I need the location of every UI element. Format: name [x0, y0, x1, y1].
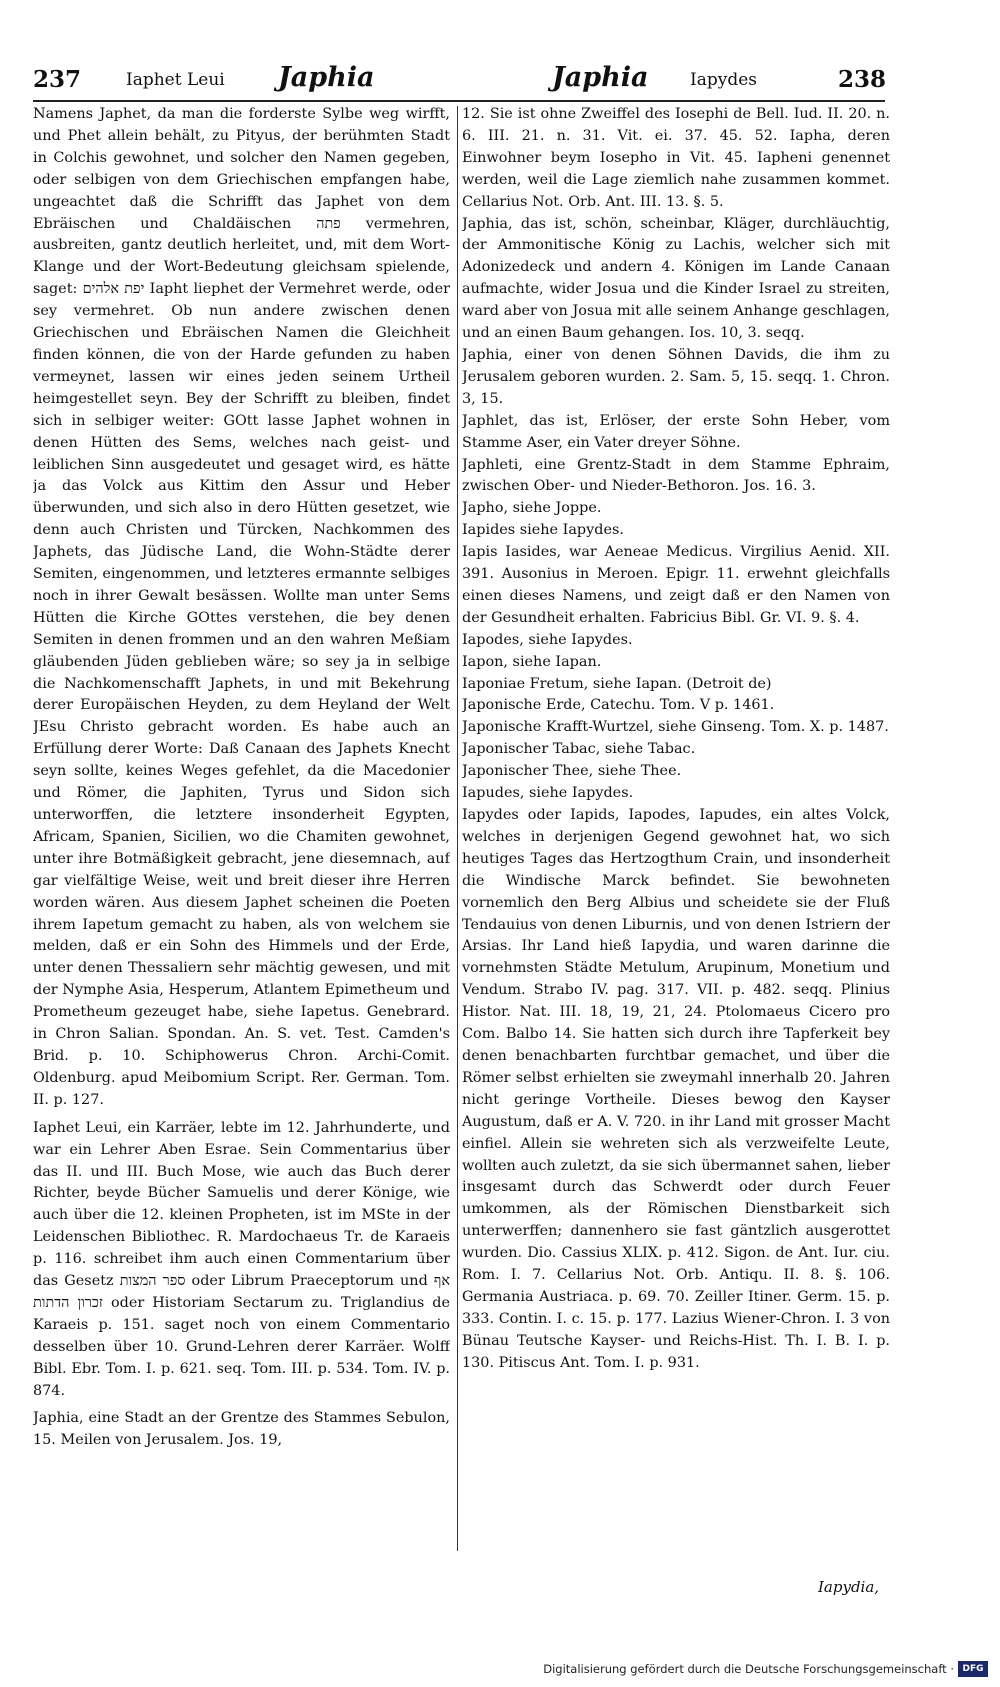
right-catchword: Japhia: [552, 62, 649, 93]
right-page-number: 238: [838, 66, 887, 93]
entry-japhia-koenig: Japhia, das ist, schön, scheinbar, Kläger, durchläuchtig, der Ammonitische König zu Lachis, welcher sich mit Adonizedeck und andern 4. Königen im Lande Canaan aufmachte, wider Josua und die Kinder Israel zu streiten, ward aber von Josua mit alle seinem Anhange geschlagen, und an einen Baum gehangen. Ios. 10, 3. seqq.: [462, 215, 890, 342]
entry-iapydes: Iapydes oder Iapids, Iapodes, Iapudes, ein altes Volck, welches in derjenigen Gegend gewohnet hat, wo sich heutiges Tages das Hertzogthum Crain, und insonderheit die Windische Marck befindet. Sie bewohneten vornemlich den Berg Albius und scheidete sie der Fluß Tendauius von denen Liburnis, und von denen Istriern der Arsias. Ihr Land hieß Iapydia, und waren darinne die vornehmsten Städte Metulum, Arupinum, Monetium und Vendum. Strabo IV. pag. 317. VII. p. 482. seqq. Plinius Histor. Nat. III. 18, 19, 21, 24. Ptolomaeus Cicero pro Com. Balbo 14. Sie hatten sich durch ihre Tapferkeit bey denen benachbarten furchtbar gemachet, und über die Römer selbst erhielten sie zweymahl innerhalb 20. Jahren nicht geringe Vortheile. Dieses bewog den Kayser Augustum, daß er A. V. 720. in ihr Land mit grosser Macht einfiel. Allein sie wehreten sich als verzweifelte Leute, wollten auch zuletzt, da sie sich übermannet sahen, lieber insgesamt durch das Schwerdt oder durch Feuer umkommen, als der Römischen Dienstbarkeit sich unterwerffen; dannenhero sie fast gäntzlich ausgerottet wurden. Dio. Cassius XLIX. p. 412. Sigon. de Ant. Iur. ciu. Rom. I. 7. Cellarius Not. Orb. Antiqu. II. 8. §. 106. Germania Austriaca. p. 69. 70. Zeiller Itiner. Germ. 15. p. 333. Contin. I. c. 15. p. 177. Lazius Wiener-Chron. I. 3 von Bünau Teutsche Kayser- und Reichs-Hist. Th. I. B. I. p. 130. Pitiscus Ant. Tom. I. p. 931.: [462, 807, 890, 1371]
entry-japonischer-thee: Japonischer Thee, siehe Thee.: [462, 763, 682, 780]
header-rule: [33, 100, 885, 102]
entry-japho: Japho, siehe Joppe.: [462, 500, 602, 517]
right-small-catchword: Iapydes: [690, 70, 758, 90]
entry-japonische-erde: Japonische Erde, Catechu. Tom. V p. 1461.: [462, 697, 775, 714]
entry-iaphet-leui: Iaphet Leui, ein Karräer, lebte im 12. Jahrhunderte, und war ein Lehrer Aben Esrae. Sein Commentarius über das II. und III. Buch Mose, wie auch das Buch derer Richter, beyde Bücher Samuelis und derer Könige, wie auch über die 12. kleinen Propheten, ist im MSte in der Leidenschen Bibliothec. R. Mardochaeus Tr. de Karaeis p. 116. schreibet ihm auch einen Commentarium über das Gesetz ספר המצות oder Librum Praeceptorum und אף זכרון הדתות oder Historiam Sectarum zu. Triglandius de Karaeis p. 151. saget noch von einem Commentario desselben über 10. Grund-Lehren derer Karräer. Wolff Bibl. Ebr. Tom. I. p. 621. seq. Tom. III. p. 534. Tom. IV. p. 874.: [33, 1119, 450, 1399]
footer-credit: Digitalisierung gefördert durch die Deutsche Forschungsgemeinschaft ·: [543, 1662, 954, 1676]
entry-japhia-sohn-davids: Japhia, einer von denen Söhnen Davids, die ihm zu Jerusalem geboren wurden. 2. Sam. 5, 15. seqq. 1. Chron. 3, 15.: [462, 346, 890, 407]
entry-japhlet: Japhlet, das ist, Erlöser, der erste Sohn Heber, vom Stamme Aser, ein Vater dreyer Söhne.: [462, 412, 890, 451]
left-catchword: Japhia: [278, 62, 375, 93]
left-column: [33, 104, 450, 1452]
right-column: [462, 104, 890, 1375]
dfg-logo-icon: DFG: [958, 1661, 988, 1677]
entry-iaponiae-fretum: Iaponiae Fretum, siehe Iapan. (Detroit de): [462, 675, 772, 692]
entry-japhia-stadt-continued: 12. Sie ist ohne Zweiffel des Iosephi de Bell. Iud. II. 20. n. 6. III. 21. n. 31. Vit. ei. 37. 45. 52. Iapha, deren Einwohner beym Iosepho in Vit. 45. Iapheni genennet werden, weil die Lage ziemlich nahe zusammen kommet. Cellarius Not. Orb. Ant. III. 13. §. 5.: [462, 106, 890, 210]
entry-iapides: Iapides siehe Iapydes.: [462, 522, 624, 539]
page-catchword: Iapydia,: [818, 1578, 880, 1596]
digitization-footer: [543, 1660, 990, 1682]
entry-iapon: Iapon, siehe Iapan.: [462, 653, 602, 670]
entry-iapis-iasides: Iapis Iasides, war Aeneae Medicus. Virgilius Aenid. XII. 391. Ausonius in Meroen. Epigr. 11. erwehnt gleichfalls einen dieses Namens, und zeigt daß er den Namen von der Gesundheit erhalten. Fabricius Bibl. Gr. VI. 9. §. 4.: [462, 544, 890, 626]
entry-iapodes: Iapodes, siehe Iapydes.: [462, 631, 633, 648]
entry-japonischer-tabac: Japonischer Tabac, siehe Tabac.: [462, 741, 696, 758]
page-header: [0, 64, 1000, 104]
entry-japhia-stadt: Japhia, eine Stadt an der Grentze des Stammes Sebulon, 15. Meilen von Jerusalem. Jos. 19,: [33, 1410, 450, 1449]
entry-japonische-krafft-wurtzel: Japonische Krafft-Wurtzel, siehe Ginseng. Tom. X. p. 1487.: [462, 719, 889, 736]
left-small-catchword: Iaphet Leui: [126, 70, 225, 90]
entry-iapudes: Iapudes, siehe Iapydes.: [462, 785, 634, 802]
entry-japhet-continued: Namens Japhet, da man die forderste Sylbe weg wirfft, und Phet allein behält, zu Pityus, der berühmten Stadt in Colchis gewohnet, und solcher den Namen gegeben, oder selbigen von dem Griechischen empfangen habe, ungeachtet daß die Schrifft das Japhet von dem Ebräischen und Chaldäischen פתה vermehren, ausbreiten, gantz deutlich herleitet, und, mit dem Wort-Klange und der Wort-Bedeutung gleichsam spielende, saget: יפת אלהים Iapht liephet der Vermehret werde, oder sey vermehret. Ob nun andere zwischen denen Griechischen und Ebräischen Namen die Gleichheit finden können, die von der Harde gefunden zu haben vermeynet, lassen wir eines jeden seinem Urtheil heimgestellet seyn. Bey der Schrifft zu bleiben, findet sich in selbiger weiter: GOtt lasse Japhet wohnen in denen Hütten des Sems, welches nach geist- und leiblichen Sinn ausgedeutet und gesaget wird, es hätte ja das Volck aus Kittim den Assur und Heber überwunden, und sich also in dero Hütten gesetzet, wie denn auch Christen und Türcken, Nachkommen des Japhets, das Jüdische Land, die Wohn-Städte derer Semiten, eingenommen, und letzteres ermannte selbiges noch in ihrer Gewalt besässen. Wollte man unter Sems Hütten die Kirche GOttes verstehen, die bey denen Semiten in denen frommen und an den wahren Meßiam gläubenden Jüden geblieben wäre; so sey ja in selbige die Nachkomenschafft Japhets, in und mit Bekehrung derer Europäischen Heyden, zu dem Heyland der Welt JEsu Christo gebracht worden. Es habe auch an Erfüllung derer Worte: Daß Canaan des Japhets Knecht seyn sollte, keines Weges gefehlet, da die Macedonier und Römer, die Japhiten, Tyrus und Sidon sich unterworffen, die letztere insonderheit Egypten, Africam, Spanien, Sicilien, wo die Chamiten gewohnet, unter ihre Botmäßigkeit gebracht, jene diesemnach, auf gar vielfältige Weise, weit und breit dieser ihre Herren worden wären. Aus diesem Japhet scheinen die Poeten ihrem Iapetum gemacht zu haben, als von welchem sie melden, daß er ein Sohn des Himmels und der Erde, unter denen Thessaliern sehr mächtig gewesen, und mit der Nymphe Asia, Hesperum, Atlantem Epimetheum und Prometheum gezeuget habe, siehe Iapetus. Genebrard. in Chron Salian. Spondan. An. S. vet. Test. Camden's Brid. p. 10. Schiphowerus Chron. Archi-Comit. Oldenburg. apud Meibomium Script. Rer. German. Tom. II. p. 127.: [33, 106, 450, 1108]
left-page-number: 237: [33, 66, 82, 93]
entry-japhleti: Japhleti, eine Grentz-Stadt in dem Stamme Ephraim, zwischen Ober- und Nieder-Bethoron. Jos. 16. 3.: [462, 456, 890, 495]
column-divider: [457, 106, 458, 1551]
